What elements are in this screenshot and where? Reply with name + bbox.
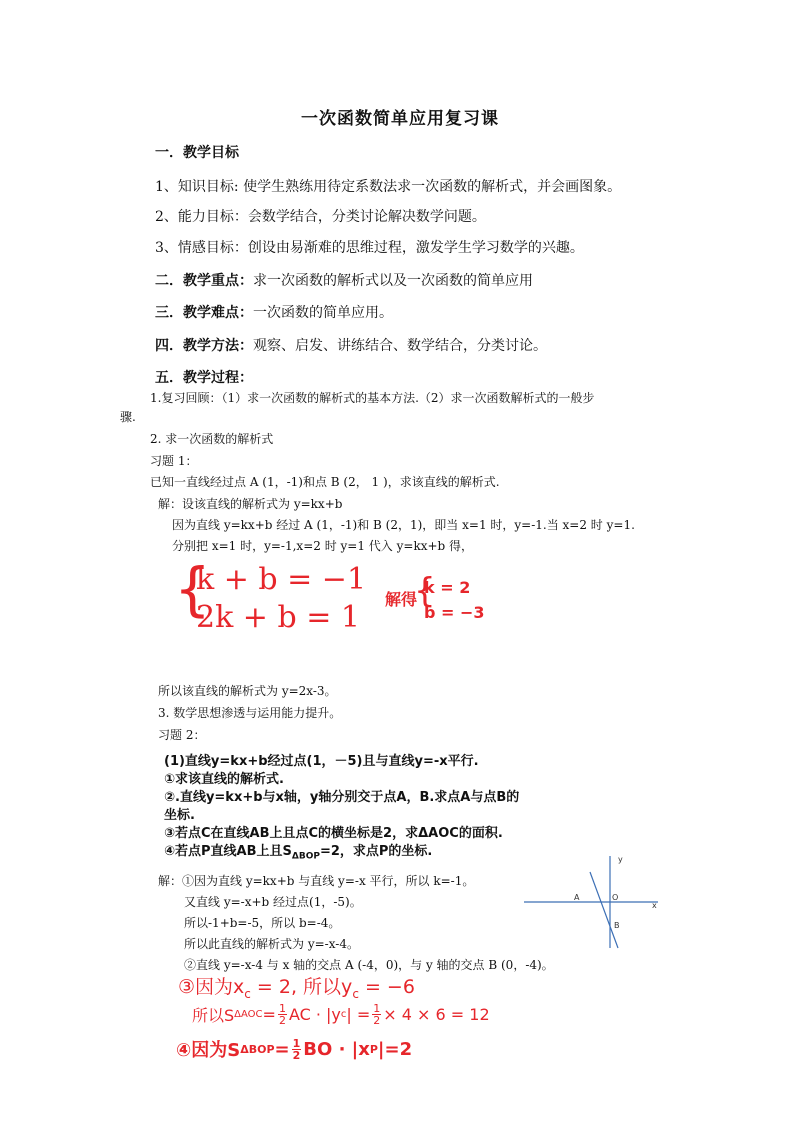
section-methods: 四．教学方法：观察、启发、讲练结合、数学结合，分类讨论。 — [155, 338, 547, 354]
exercise2-line-6: ④若点P直线AB上且$S_{\Delta BOP}=2$，求点P的坐标. — [164, 844, 433, 862]
fraction-half-3: $\frac{1}{2}$ — [292, 1036, 301, 1062]
red-solution-4: ④因为S ΔBOP = $\frac{1}{2}$ BO · |x P |=2 — [176, 1036, 413, 1062]
system-equation-2: 2k + b = 1 — [196, 600, 360, 635]
solution1-line-2: 因为直线 y=kx+b 经过 A (1，-1)和 B (2，1)，即当 x=1 时，y=-1.当 x=2 时 y=1. — [172, 518, 635, 532]
objective-knowledge: 1、知识目标: 使学生熟练用待定系数法求一次函数的解析式，并会画图象。 — [155, 179, 622, 195]
solved-brace-icon: { — [414, 571, 436, 611]
solution2-line-5: ②直线 y=-x-4 与 x 轴的交点 A (-4，0)，与 y 轴的交点 B (0，-4)。 — [184, 958, 554, 972]
section-difficulties: 三．教学难点：一次函数的简单应用。 — [155, 305, 393, 321]
exercise1-text: 已知一直线经过点 A (1，-1)和点 B (2， 1 )，求该直线的解析式. — [150, 475, 500, 489]
graph-label-o: O — [612, 893, 619, 902]
exercise1-label: 习题 1： — [150, 454, 198, 468]
objective-emotion: 3、情感目标：创设由易渐难的思维过程，激发学生学习数学的兴趣。 — [155, 240, 584, 256]
part2-title: 2. 求一次函数的解析式 — [150, 432, 274, 446]
solved-b: b = −3 — [424, 603, 485, 622]
exercise2-line-4: 坐标. — [164, 808, 195, 823]
exercise2-line-2: ①求该直线的解析式. — [164, 772, 284, 787]
system-equation-1: k + b = −1 — [196, 562, 367, 597]
red-solution-3-area: 所以S ΔAOC = $\frac{1}{2}$ AC · |y c | = $\frac{1}{2}$ × 4 × 6 = 12 — [192, 1002, 490, 1027]
objective-ability: 2、能力目标：会数学结合，分类讨论解决数学问题。 — [155, 209, 486, 225]
system-brace-icon: { — [174, 555, 211, 623]
section-key-points: 二．教学重点：求一次函数的解析式以及一次函数的简单应用 — [155, 273, 533, 289]
solved-k: k = 2 — [424, 578, 471, 597]
solution2-line-3: 所以-1+b=-5，所以 b=-4。 — [184, 916, 341, 930]
solution1-conclusion: 所以该直线的解析式为 y=2x-3。 — [158, 684, 337, 698]
exercise2-line-5: ③若点C在直线AB上且点C的横坐标是2，求ΔAOC的面积. — [164, 826, 503, 841]
fraction-half-1: $\frac{1}{2}$ — [278, 1002, 286, 1027]
fraction-half-2: $\frac{1}{2}$ — [373, 1002, 381, 1027]
solution1-line-3: 分别把 x=1 时，y=-1,x=2 时 y=1 代入 y=kx+b 得， — [172, 539, 474, 553]
solved-label: 解得 — [385, 590, 418, 609]
page-title: 一次函数简单应用复习课 — [301, 109, 499, 129]
red-solution-3: ③因为$x_c = 2$, 所以$y_c = -6$ — [178, 976, 415, 1001]
section-process-heading: 五．教学过程： — [155, 370, 253, 386]
section-heading-objectives: 一．教学目标 — [155, 145, 239, 161]
line-ab — [590, 872, 618, 948]
review-line-2: 骤. — [120, 410, 136, 424]
solution2-line-4: 所以此直线的解析式为 y=-x-4。 — [184, 937, 359, 951]
graph-label-b: B — [614, 921, 620, 930]
exercise2-label: 习题 2： — [158, 728, 206, 742]
solution2-line-2: 又直线 y=-x+b 经过点(1，-5)。 — [184, 895, 362, 909]
exercise2-line-3: ②.直线y=kx+b与x轴，y轴分别交于点A，B.求点A与点B的 — [164, 790, 520, 805]
graph-label-y: y — [618, 855, 623, 864]
graph-label-x: x — [652, 901, 657, 910]
solution2-line-1: 解：①因为直线 y=kx+b 与直线 y=-x 平行，所以 k=-1。 — [158, 874, 475, 888]
part3-title: 3. 数学思想渗透与运用能力提升。 — [158, 706, 342, 720]
solution1-line-1: 解：设该直线的解析式为 y=kx+b — [158, 497, 343, 511]
review-line-1: 1.复习回顾：（1）求一次函数的解析式的基本方法.（2）求一次函数解析式的一般步 — [150, 391, 595, 405]
exercise2-line-1: (1)直线y=kx+b经过点(1，－5)且与直线y=-x平行. — [164, 754, 479, 769]
graph-label-a: A — [574, 893, 580, 902]
coordinate-graph — [518, 852, 668, 952]
